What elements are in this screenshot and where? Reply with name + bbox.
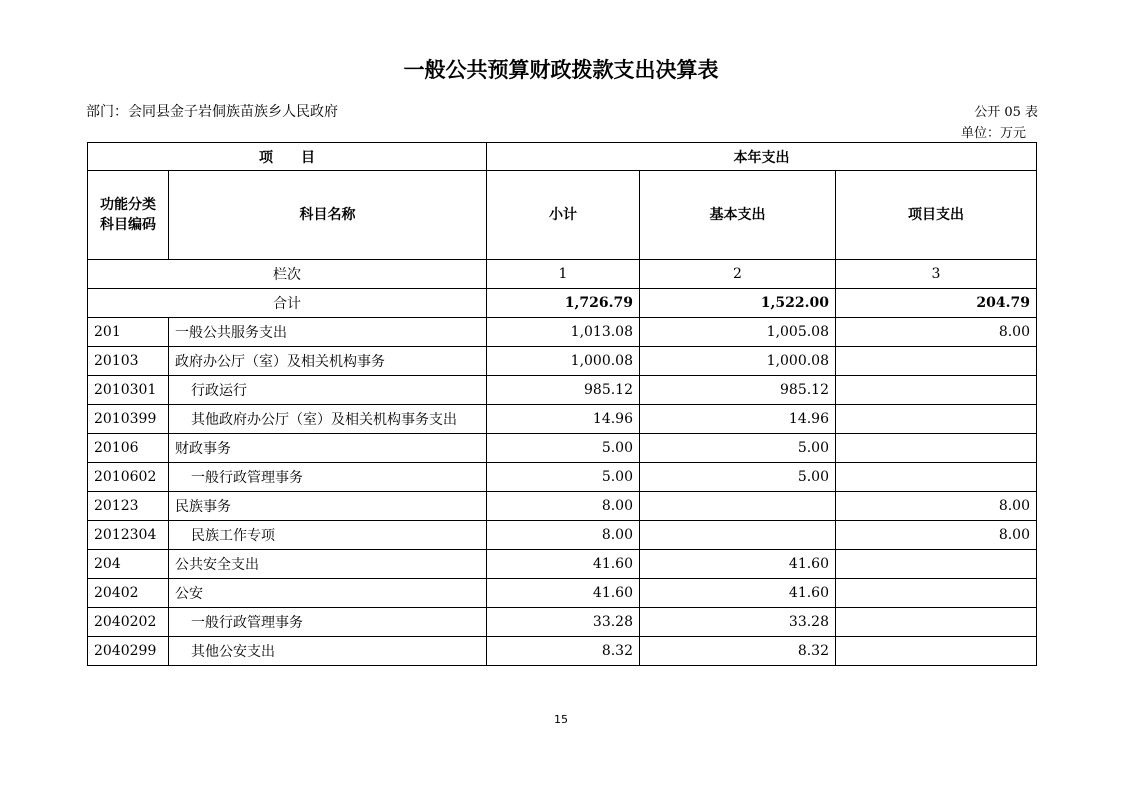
table-row [88,550,1037,579]
row-basic: 33.28 [640,608,836,637]
total-label: 合计 [88,289,487,318]
header-subject-name: 科目名称 [169,171,487,260]
column-number-row [88,260,1037,289]
header-subtotal: 小计 [487,171,640,260]
row-code: 2040299 [88,637,169,666]
row-basic: 1,000.08 [640,347,836,376]
column-number-label: 栏次 [88,260,487,289]
row-subject-name: 公安 [169,579,487,608]
row-subtotal: 985.12 [487,376,640,405]
row-code: 201 [88,318,169,347]
row-basic: 985.12 [640,376,836,405]
row-subject-name: 其他公安支出 [169,637,487,666]
row-project [836,434,1037,463]
header-project-expense: 项目支出 [836,171,1037,260]
row-code: 2010602 [88,463,169,492]
department-label: 部门：会同县金子岩侗族苗族乡人民政府 [86,104,338,120]
row-project: 8.00 [836,318,1037,347]
table-row [88,376,1037,405]
form-number: 公开 05 表 [974,105,1038,120]
row-basic: 41.60 [640,579,836,608]
row-subtotal: 5.00 [487,434,640,463]
table-row [88,405,1037,434]
row-subject-name: 公共安全支出 [169,550,487,579]
row-project [836,405,1037,434]
row-code: 20103 [88,347,169,376]
header-code [88,171,169,260]
total-basic: 1,522.00 [640,289,836,318]
row-subject-name: 民族事务 [169,492,487,521]
row-subtotal: 8.00 [487,492,640,521]
table-row [88,521,1037,550]
row-basic: 8.32 [640,637,836,666]
row-code: 204 [88,550,169,579]
row-subtotal: 41.60 [487,550,640,579]
row-basic: 5.00 [640,463,836,492]
column-number-3: 3 [836,260,1037,289]
row-basic: 41.60 [640,550,836,579]
row-project [836,550,1037,579]
row-project [836,579,1037,608]
row-subject-name: 民族工作专项 [169,521,487,550]
header-current-year-expense: 本年支出 [487,143,1037,171]
header-basic-expense: 基本支出 [640,171,836,260]
row-code: 2010301 [88,376,169,405]
row-subject-name: 一般行政管理事务 [169,608,487,637]
row-subtotal: 33.28 [487,608,640,637]
table-row [88,463,1037,492]
row-subtotal: 8.32 [487,637,640,666]
row-subtotal: 1,013.08 [487,318,640,347]
page-title: 一般公共预算财政拨款支出决算表 [403,58,719,82]
row-code: 20106 [88,434,169,463]
row-subtotal: 1,000.08 [487,347,640,376]
row-basic: 14.96 [640,405,836,434]
row-code: 20123 [88,492,169,521]
row-project [836,637,1037,666]
page-number: 15 [554,713,568,726]
table-row [88,434,1037,463]
header-row-1 [88,143,1037,171]
column-number-1: 1 [487,260,640,289]
row-subject-name: 一般行政管理事务 [169,463,487,492]
row-project: 8.00 [836,492,1037,521]
row-subject-name: 行政运行 [169,376,487,405]
table-row [88,637,1037,666]
row-basic: 1,005.08 [640,318,836,347]
row-subject-name: 财政事务 [169,434,487,463]
row-subject-name: 其他政府办公厅（室）及相关机构事务支出 [169,405,487,434]
header-code-line1: 功能分类 [100,197,156,213]
total-project: 204.79 [836,289,1037,318]
table-row [88,347,1037,376]
unit-label: 单位：万元 [960,126,1026,141]
column-number-2: 2 [640,260,836,289]
header-project: 项 目 [88,143,487,171]
header-code-line2: 科目编码 [100,217,156,233]
expense-table [87,142,1037,666]
row-project: 8.00 [836,521,1037,550]
table-row [88,608,1037,637]
row-project [836,463,1037,492]
row-subtotal: 5.00 [487,463,640,492]
row-project [836,608,1037,637]
row-project [836,347,1037,376]
row-project [836,376,1037,405]
row-subtotal: 14.96 [487,405,640,434]
row-code: 20402 [88,579,169,608]
row-code: 2010399 [88,405,169,434]
row-code: 2040202 [88,608,169,637]
table-row [88,492,1037,521]
total-row [88,289,1037,318]
row-code: 2012304 [88,521,169,550]
row-basic [640,521,836,550]
table-row [88,318,1037,347]
row-subject-name: 政府办公厅（室）及相关机构事务 [169,347,487,376]
table-row [88,579,1037,608]
row-basic: 5.00 [640,434,836,463]
row-basic [640,492,836,521]
row-subtotal: 8.00 [487,521,640,550]
header-row-2 [88,171,1037,260]
row-subtotal: 41.60 [487,579,640,608]
total-subtotal: 1,726.79 [487,289,640,318]
row-subject-name: 一般公共服务支出 [169,318,487,347]
